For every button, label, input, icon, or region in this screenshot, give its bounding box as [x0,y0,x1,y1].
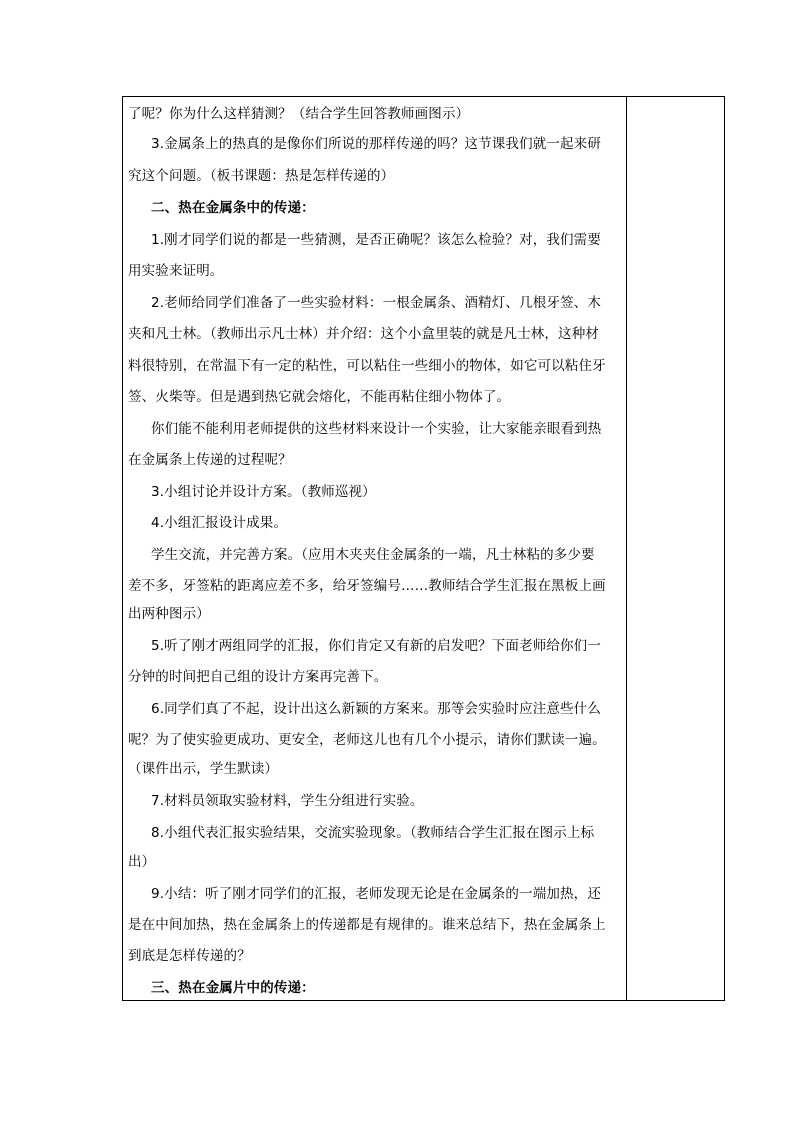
text-line: 7.材料员领取实验材料，学生分组进行实验。 [151,793,424,809]
text-line: 8.小组代表汇报实验结果，交流实验现象。（教师结合学生汇报在图示上标 [151,825,595,841]
text-line: 夹和凡士林。（教师出示凡士林）并介绍：这个小盒里装的就是凡士林，这种材 [128,326,599,342]
text-line: 出） [128,854,156,870]
lesson-table [122,96,725,1001]
text-line: 5.听了刚才两组同学的汇报，你们肯定又有新的启发吧？下面老师给你们一 [151,638,601,654]
text-line: 分钟的时间把自己组的设计方案再完善下。 [128,669,388,685]
text-line: 9.小结：听了刚才同学们的汇报，老师发现无论是在金属条的一端加热，还 [151,886,601,902]
notes-cell [627,97,724,1000]
section-heading: 二、热在金属条中的传递： [151,200,315,216]
text-line: 到底是怎样传递的？ [128,948,251,964]
text-line: 2.老师给同学们准备了一些实验材料：一根金属条、酒精灯、几根牙签、木 [151,295,601,311]
text-line: 出两种图示） [128,606,210,622]
text-line: 料很特别，在常温下有一定的粘性，可以粘住一些细小的物体，如它可以粘住牙 [128,358,606,374]
text-line: 呢？为了使实验更成功、更安全，老师这儿也有几个小提示，请你们默读一遍。 [128,732,606,748]
text-line: 你们能不能利用老师提供的这些材料来设计一个实验，让大家能亲眼看到热 [151,421,602,437]
text-line: 3.金属条上的热真的是像你们所说的那样传递的吗？这节课我们就一起来研 [151,136,601,152]
text-line: 在金属条上传递的过程呢？ [128,452,292,468]
text-line: 用实验来证明。 [128,263,224,279]
text-line: 4.小组汇报设计成果。 [151,515,288,531]
text-line: 6.同学们真了不起，设计出这么新颖的方案来。那等会实验时应注意些什么 [151,701,601,717]
text-line: 了呢？你为什么这样猜测？（结合学生回答教师画图示） [128,106,470,122]
text-line: 学生交流，并完善方案。（应用木夹夹住金属条的一端，凡士林粘的多少要 [151,547,595,563]
text-line: （课件出示，学生默读） [128,761,279,777]
section-heading: 三、热在金属片中的传递： [151,980,315,996]
text-line: 是在中间加热，热在金属条上的传递都是有规律的。谁来总结下，热在金属条上 [128,917,606,933]
text-line: 1.刚才同学们说的都是一些猜测，是否正确呢？该怎么检验？对，我们需要 [151,232,601,248]
text-line: 差不多，牙签粘的距离应差不多，给牙签编号……教师结合学生汇报在黑板上画 [128,578,606,594]
text-line: 签、火柴等。但是遇到热它就会熔化，不能再粘住细小物体了。 [128,389,511,405]
text-line: 3.小组讨论并设计方案。（教师巡视） [151,484,376,500]
text-line: 究这个问题。（板书课题：热是怎样传递的） [128,168,395,184]
